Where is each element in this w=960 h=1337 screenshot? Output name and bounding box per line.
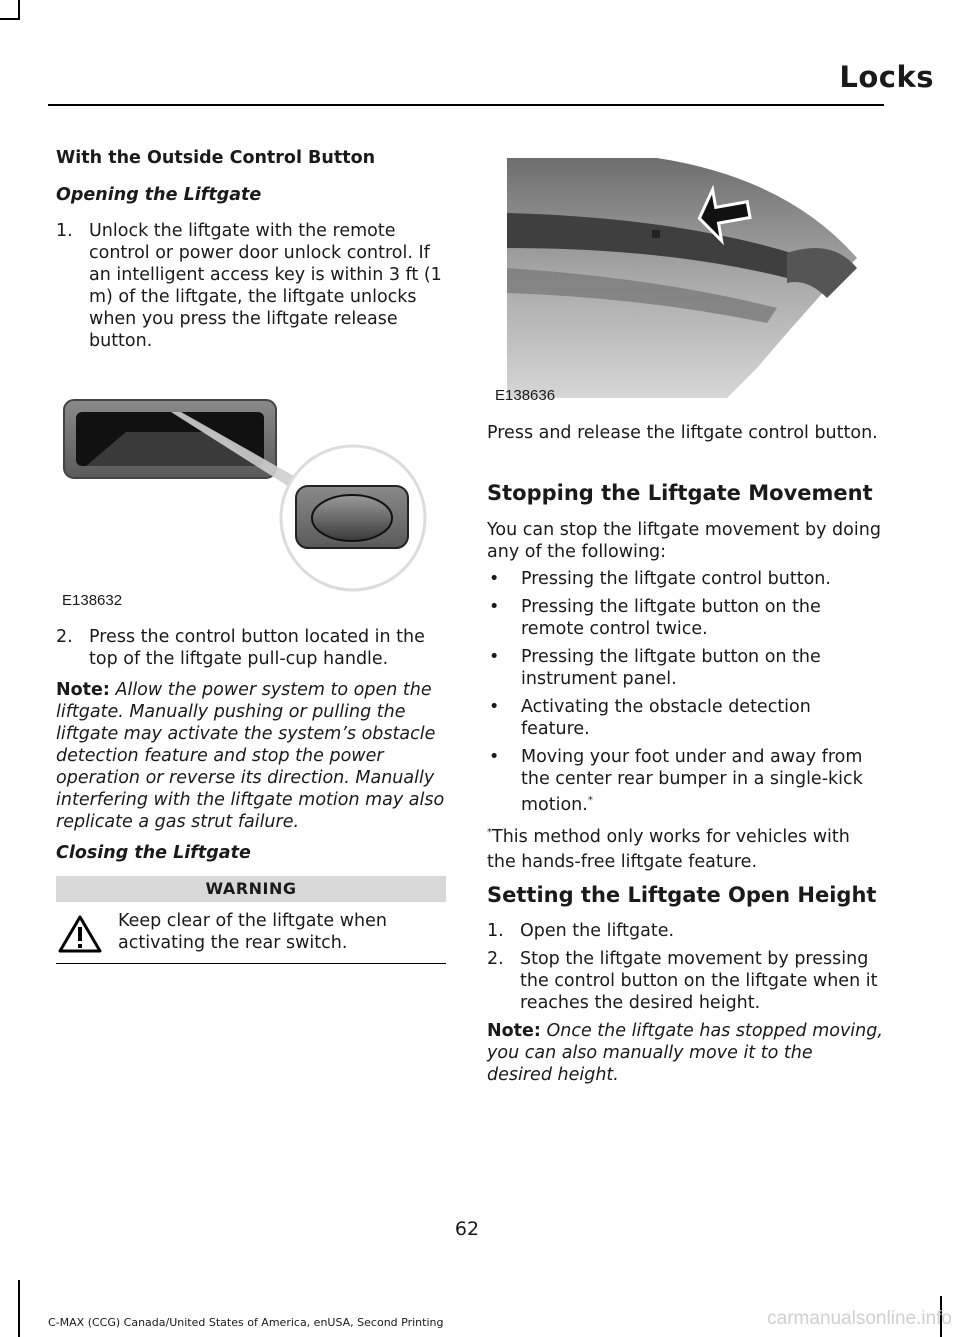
watermark: carmanualsonline.info	[767, 1308, 952, 1329]
warning-title: WARNING	[56, 876, 446, 902]
step-number: 1.	[487, 921, 504, 941]
figure-label: E138636	[495, 387, 556, 404]
bullet: •	[489, 569, 500, 589]
bullet: •	[489, 697, 500, 717]
footnote-marker: *	[487, 827, 492, 838]
page-number: 62	[454, 1218, 480, 1240]
warning-icon	[58, 914, 102, 958]
step-text: Stop the liftgate movement by pressing the control button on the liftgate when it reaches the desired height.	[520, 949, 878, 1013]
note-label: Note:	[56, 680, 110, 700]
liftgate-illustration	[487, 158, 883, 408]
section-heading: With the Outside Control Button	[56, 148, 376, 168]
handle-illustration	[56, 388, 446, 618]
step-text: Open the liftgate.	[520, 921, 675, 941]
step-text: Unlock the liftgate with the remote control or power door unlock control. If an intelligent access key is within 3 ft (1 m) of the liftgate, the liftgate unlocks when you press the liftgate release button.	[89, 221, 442, 351]
bullet: •	[489, 647, 500, 667]
step-number: 2.	[56, 627, 73, 647]
stopping-heading: Stopping the Liftgate Movement	[487, 481, 873, 505]
bullet-text: Pressing the liftgate button on the remote control twice.	[521, 597, 821, 639]
crop-mark	[18, 1280, 20, 1337]
warning-text: Keep clear of the liftgate when activating the rear switch.	[118, 911, 387, 953]
publication-info: C-MAX (CCG) Canada/United States of America, enUSA, Second Printing	[48, 1316, 444, 1329]
figure-liftgate	[487, 158, 883, 408]
bullet-text: Activating the obstacle detection feature.	[521, 697, 811, 739]
note-text: Allow the power system to open the liftgate. Manually pushing or pulling the liftgate may activate the system’s obstacle detection feature and stop the power operation or reverse its direction. Manually interfering with the liftgate motion may also replicate a gas strut failure.	[56, 680, 445, 832]
step-number: 2.	[487, 949, 504, 969]
footnote-text: This method only works for vehicles with the hands-free liftgate feature.	[487, 826, 850, 872]
closing-heading: Closing the Liftgate	[56, 843, 251, 863]
note-text: Once the liftgate has stopped moving, you can also manually move it to the desired height.	[487, 1021, 883, 1085]
figure-handle-button	[56, 388, 446, 618]
footnote	[487, 820, 883, 875]
stopping-intro: You can stop the liftgate movement by doing any of the following:	[487, 520, 881, 562]
bullet: •	[489, 597, 500, 617]
note	[56, 679, 446, 833]
bullet-text: Pressing the liftgate button on the instrument panel.	[521, 647, 821, 689]
header-divider	[48, 104, 884, 106]
opening-heading: Opening the Liftgate	[56, 185, 262, 205]
page-title: Locks	[839, 60, 934, 94]
bullet-text	[521, 746, 883, 816]
figure-label: E138632	[62, 592, 123, 609]
note-2	[487, 1020, 883, 1086]
crop-mark	[0, 18, 20, 20]
setting-heading: Setting the Liftgate Open Height	[487, 883, 877, 907]
press-text: Press and release the liftgate control button.	[487, 423, 878, 443]
footnote-marker: *	[587, 795, 593, 806]
crop-mark	[18, 0, 20, 20]
step-text: Press the control button located in the top of the liftgate pull-cup handle.	[89, 627, 425, 669]
step-number: 1.	[56, 221, 73, 241]
bullet-text: Pressing the liftgate control button.	[521, 569, 831, 589]
bullet: •	[489, 747, 500, 767]
note-label: Note:	[487, 1021, 541, 1041]
bullet-text-body: Moving your foot under and away from the center rear bumper in a single-kick motion.	[521, 747, 863, 815]
warning-divider	[56, 963, 446, 964]
